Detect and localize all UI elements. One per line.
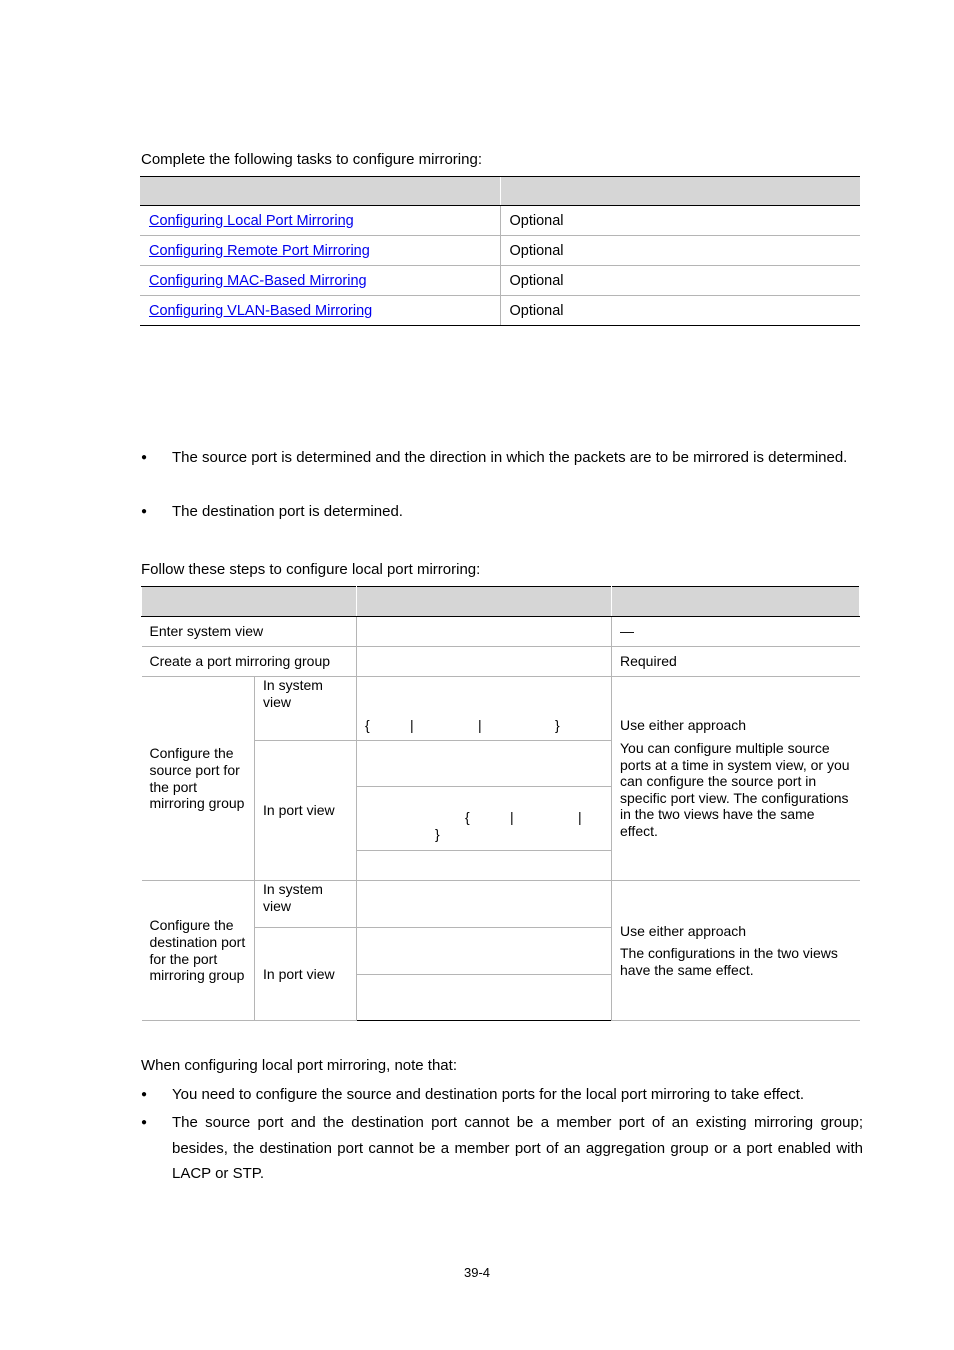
command-header-cell [357, 587, 612, 617]
command-symbol: } [435, 826, 440, 842]
view-label: In port view [255, 741, 357, 881]
intro-text-notes: When configuring local port mirroring, note that: [141, 1057, 457, 1074]
remark-body: The configurations in the two views have the same effect. [620, 945, 838, 978]
command-symbol: } [555, 717, 560, 733]
link-remote-port-mirroring[interactable]: Configuring Remote Port Mirroring [149, 242, 370, 259]
view-label: In port view [255, 928, 357, 1021]
remark-cell: — [612, 617, 860, 647]
todo-header-cell [142, 587, 357, 617]
command-symbol: | [578, 809, 582, 825]
command-symbol: | [510, 809, 514, 825]
table-row [140, 236, 860, 266]
table-row [140, 296, 860, 326]
bullet-icon: ● [141, 1117, 148, 1128]
command-cell [357, 851, 612, 881]
remark-header-cell [500, 177, 860, 206]
table-row [140, 266, 860, 296]
table-row [142, 617, 860, 647]
view-label: In system view [255, 881, 357, 928]
command-symbol: { [465, 809, 470, 825]
task-header-cell [140, 177, 500, 206]
command-cell [357, 928, 612, 975]
command-cell [357, 787, 612, 851]
command-symbol: { [365, 717, 370, 733]
prereq-bullet-1: The source port is determined and the direction in which the packets are to be mirrored is determined. [172, 449, 848, 466]
note-bullet-2: The source port and the destination port cannot be a member port of an existing mirroring group; besides, the destination port cannot be a member port of an aggregation group or a port enabled with LACP or STP. [172, 1114, 863, 1182]
step-label-source-port: Configure the source port for the port mirroring group [142, 677, 255, 881]
steps-table-header [142, 587, 860, 617]
remark-cell: Optional [500, 236, 860, 266]
command-cell [357, 617, 612, 647]
remark-title: Use either approach [620, 717, 747, 734]
command-cell [357, 647, 612, 677]
table-row [142, 647, 860, 677]
remark-cell: Optional [500, 206, 860, 236]
remark-cell: Optional [500, 266, 860, 296]
remark-cell-source-port [612, 677, 860, 881]
remark-cell-destination-port [612, 881, 860, 1021]
link-local-port-mirroring[interactable]: Configuring Local Port Mirroring [149, 212, 354, 229]
link-mac-based-mirroring[interactable]: Configuring MAC-Based Mirroring [149, 272, 367, 289]
note-bullet-1: You need to configure the source and destination ports for the local port mirroring to take effect. [172, 1086, 805, 1103]
remark-cell: Optional [500, 296, 860, 326]
link-vlan-based-mirroring[interactable]: Configuring VLAN-Based Mirroring [149, 302, 373, 319]
prereq-bullet-2: The destination port is determined. [172, 503, 403, 520]
remark-title: Use either approach [620, 922, 747, 939]
command-cell [357, 741, 612, 787]
table-row [142, 881, 860, 928]
bullet-icon: ● [141, 1089, 148, 1100]
remark-cell: Required [612, 647, 860, 677]
task-table [140, 176, 860, 326]
view-label: In system view [255, 677, 357, 741]
step-label-destination-port: Configure the destination port for the port mirroring group [142, 881, 255, 1021]
page-number: 39-4 [463, 1265, 491, 1280]
intro-text-steps: Follow these steps to configure local port mirroring: [141, 561, 481, 578]
bullet-icon: ● [141, 506, 148, 517]
remarks-header-cell [612, 587, 860, 617]
bullet-icon: ● [141, 452, 148, 463]
command-symbol: | [478, 717, 482, 733]
remark-body: You can configure multiple source ports at a time in system view, or you can configure the source port in specific port view. The configurations in the two views have the same effect. [620, 740, 850, 839]
task-table-header [140, 177, 860, 206]
table-row [140, 206, 860, 236]
step-label: Enter system view [142, 617, 357, 647]
command-cell [357, 975, 612, 1021]
command-symbol: | [410, 717, 414, 733]
steps-table [141, 586, 860, 1021]
step-label: Create a port mirroring group [142, 647, 357, 677]
command-cell [357, 677, 612, 741]
table-row [142, 677, 860, 741]
command-cell [357, 881, 612, 928]
intro-text-tasks: Complete the following tasks to configure mirroring: [141, 151, 482, 168]
